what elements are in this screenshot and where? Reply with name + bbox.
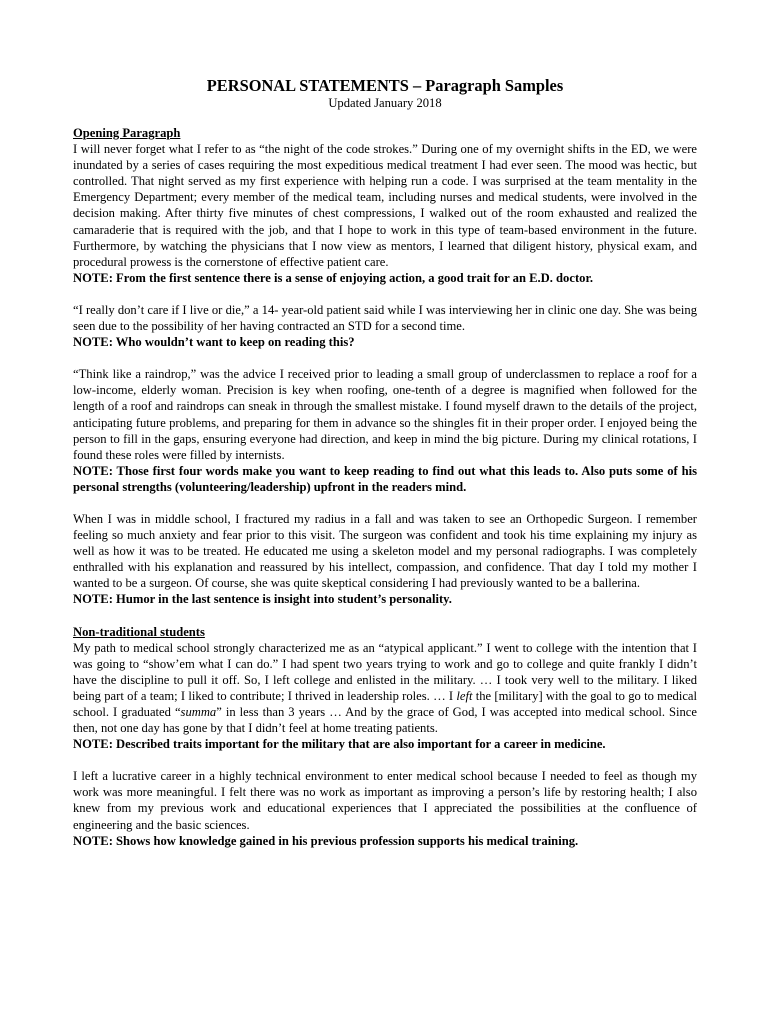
nontraditional-paragraph-1 <box>73 640 697 737</box>
opening-paragraph-4: When I was in middle school, I fractured my radius in a fall and was taken to see an Orthopedic Surgeon. I remember feeling so much anxiety and fear prior to this visit. The surgeon was confident and took his time explaining my injury as well as how it was to be treated. He educated me using a skeleton model and my personal radiographs. I was completely enthralled with his explanation and reassured by his intellect, compassion, and confidence. That day I told my mother I wanted to be a surgeon. Of course, she was quite skeptical considering I had previously wanted to be a ballerina. <box>73 511 697 591</box>
nontraditional-paragraph-1-part-a: My path to medical school strongly characterized me as an “atypical applicant.” I went to college with the intention that I was going to “show’em what I can do.” I had spent two years trying to work and go to college and quite frankly I didn’t have the discipline to pull it off. So, I left college and enlisted in the military. … I took very well to the military. I liked being part of a team; I liked to contribute; I thrived in leadership roles. … I <box>73 640 697 703</box>
opening-paragraph-3: “Think like a raindrop,” was the advice I received prior to leading a small group of underclassmen to replace a roof for a low-income, elderly woman. Precision is key when roofing, one-tenth of a degree is magnified when followed for the length of a roof and raindrops can sneak in through the smallest mistake. I found myself drawn to the details of the project, anticipating future problems, and preparing for them in advance so the shingles fit in their proper order. I enjoyed being the person to fill in the gaps, ensuring everyone had direction, and keep in mind the big picture. During my clinical rotations, I found these roles were filled by internists. <box>73 367 697 462</box>
document-body <box>73 76 697 849</box>
nontraditional-paragraph-1-part-b: the [military] with the goal to go to medical school. I graduated “ <box>73 688 698 719</box>
nontraditional-note-2: NOTE: Shows how knowledge gained in his previous profession supports his medical training. <box>73 833 579 848</box>
nontraditional-paragraph-2: I left a lucrative career in a highly technical environment to enter medical school because I needed to feel as though my work was more meaningful. I felt there was no work as important as improving a person’s life by restoring health; I also knew from my previous work and educational experiences that I appreciated the possibilities at the confluence of engineering and the basic sciences. <box>73 769 697 832</box>
opening-paragraph-2: “I really don’t care if I live or die,” a 14- year-old patient said while I was interviewing her in clinic one day. She was being seen due to the possibility of her having contracted an STD for a second time. <box>73 302 697 334</box>
opening-paragraph-1: I will never forget what I refer to as “the night of the code strokes.” During one of my overnight shifts in the ED, we were inundated by a series of cases requiring the most expeditious medical treatment I had ever seen. The mood was hectic, but controlled. That night served as my first experience with helping run a code. I was surprised at the team mentality in the Emergency Department; every member of the medical team, including nurses and medical students, were involved in the decision making. After thirty five minutes of chest compressions, I walked out of the room exhausted and realized the camaraderie that is required with the job, and that I hope to work in this type of team-based environment in the future. Furthermore, by watching the physicians that I now view as mentors, I learned that diligent history, physical exam, and procedural prowess is the cornerstone of effective patient care. <box>73 142 697 269</box>
opening-note-2: NOTE: Who wouldn’t want to keep on reading this? <box>73 335 355 350</box>
emphasis-summa: summa <box>180 705 217 719</box>
section-heading-opening: Opening Paragraph <box>73 126 181 140</box>
opening-note-1: NOTE: From the first sentence there is a sense of enjoying action, a good trait for an E.D. doctor. <box>73 270 594 285</box>
opening-note-4: NOTE: Humor in the last sentence is insight into student’s personality. <box>73 592 452 607</box>
opening-note-3: NOTE: Those first four words make you want to keep reading to find out what this leads to. Also puts some of his personal strengths (volunteering/leadership) upfront in the readers mind. <box>73 463 697 494</box>
nontraditional-paragraph-1-part-c: ” in less than 3 years … And by the grace of God, I was accepted into medical school. Since then, not one day has gone by that I didn’t feel at home treating patients. <box>73 705 697 736</box>
page-title: PERSONAL STATEMENTS – Paragraph Samples <box>206 76 564 95</box>
page-subtitle: Updated January 2018 <box>328 96 442 110</box>
nontraditional-note-1: NOTE: Described traits important for the military that are also important for a career in medicine. <box>73 737 606 752</box>
section-heading-nontraditional: Non-traditional students <box>73 624 205 639</box>
emphasis-left: left <box>456 688 473 703</box>
